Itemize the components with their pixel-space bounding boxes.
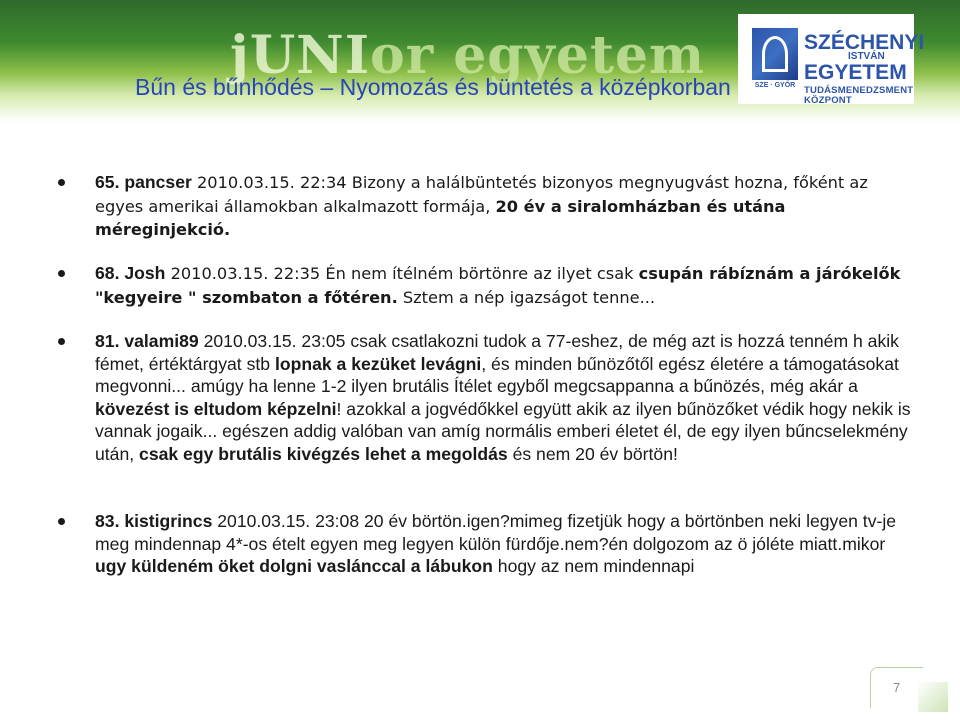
comment-highlight: ugy küldeném öket dolgni vaslánccal a lábukon <box>95 556 493 577</box>
comment-text: 2010.03.15. 23:05 csak csatlakozni tudok a 77-eshez, de még azt is hozzá tenném h akik fémet, értéktárgyat stb <box>95 331 899 374</box>
bullet-icon <box>58 179 65 186</box>
list-item <box>95 330 915 466</box>
comment-text: ! azokkal a jogvédőkkel együtt akik az ilyen bűnözőket védik hogy nekik is vannak jogaik... egészen addig valóban van amíg normális emberi életet él, de egy ilyen bűncselekmény után, <box>95 398 911 464</box>
comment-text: 2010.03.15. 22:35 Én nem ítélném börtönre az ilyet csak <box>165 264 639 283</box>
comment-highlight: csupán rábíznám a járókelők "kegyeire " szombaton a főtéren. <box>95 264 901 307</box>
bullet-icon <box>58 518 65 525</box>
comment-text: 2010.03.15. 23:08 20 év börtön.igen?mimeg fizetjük hogy a börtönben neki legyen tv-je meg mindennap 4*-os ételt egyen meg legyen külön fürdője.nem?én dolgozom az ö jóléte miatt.mikor <box>95 511 897 554</box>
comment-text: , és minden bűnözőtől egész életére a támogatásokat megvonni... amúgy ha lenne 1-2 ilyen brutális Ítélet egyből megcsappanna a bűnözés, még akár a <box>95 353 899 397</box>
page-number: 7 <box>893 680 901 695</box>
bullet-icon <box>58 270 65 277</box>
slide-title: Bűn és bűnhődés – Nyomozás és büntetés a középkorban <box>135 74 731 100</box>
logo-line-4: TUDÁSMENEDZSMENT KÖZPONT <box>804 85 914 106</box>
university-logo <box>738 14 925 106</box>
header-band <box>0 0 960 122</box>
brand-watermark: jUNIor egyetem <box>230 25 706 86</box>
comment-author: 81. valami89 <box>95 331 199 351</box>
comment-author: 83. kistigrincs <box>95 511 213 531</box>
logo-line-3: EGYETEM <box>804 61 907 84</box>
list-item <box>95 510 915 578</box>
comment-author: 65. pancser <box>95 172 192 192</box>
comment-text: hogy az nem mindennapi <box>492 556 695 577</box>
footer-corner <box>918 682 948 712</box>
list-item <box>95 171 915 242</box>
comment-text: Sztem a nép igazságot tenne... <box>397 287 656 307</box>
comment-highlight: csak egy brutális kivégzés lehet a megoldás <box>139 443 508 464</box>
bullet-icon <box>58 338 65 345</box>
comment-text: 2010.03.15. 22:34 Bizony a halálbüntetés bizonyos megnyugvást hozna, főként az egyes amerikai államokban alkalmazott formája, <box>95 173 868 216</box>
university-crest-icon <box>752 28 798 80</box>
logo-line-1: SZÉCHENYI <box>804 31 925 54</box>
comment-text: és nem 20 év börtön! <box>507 443 678 464</box>
comment-author: 68. Josh <box>95 263 166 283</box>
comment-highlight: lopnak a kezüket levágni <box>274 353 482 374</box>
comment-highlight: kövezést is eltudom képzelni <box>95 398 337 419</box>
list-item <box>95 262 915 309</box>
comment-highlight: 20 év a siralomházban és utána méreginjekció. <box>95 196 786 240</box>
logo-line-2: ISTVÁN <box>848 51 885 62</box>
logo-caption: SZE · GYŐR <box>754 82 796 89</box>
